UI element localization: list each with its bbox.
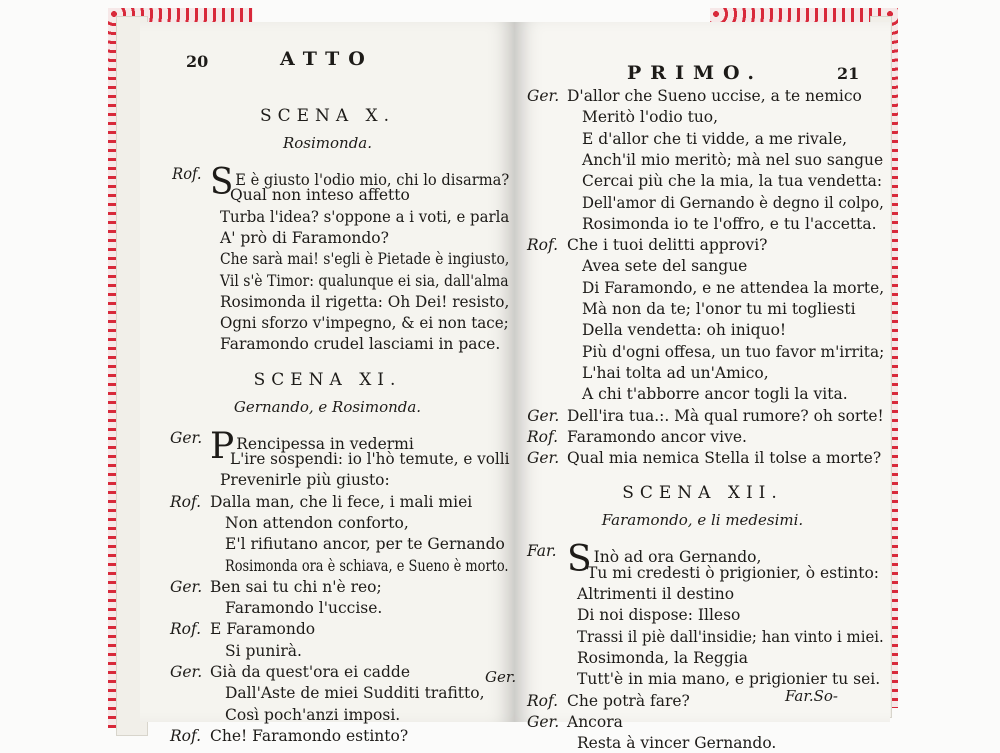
drop-cap: S [567, 539, 592, 581]
speaker-label: Ger. [170, 577, 203, 596]
line-text: Ogni sforzo v'impegno, & ei non tace; [220, 314, 509, 333]
verse-line [225, 683, 485, 703]
speaker-label: Ger. [527, 449, 560, 468]
verse-line [220, 271, 509, 291]
line-text: Dell'ira tua.:. Mà qual rumore? oh sorte! [567, 406, 884, 425]
line-text: Dalla man, che li fece, i mali miei [210, 492, 473, 511]
line-text: E d'allor che ti vidde, a me rivale, [582, 129, 848, 148]
line-text: Di Faramondo, e ne attendea la morte, [582, 278, 885, 297]
verse-line [577, 648, 748, 668]
right-page [515, 22, 890, 753]
line-text: Avea sete del sangue [582, 257, 748, 276]
line-text: Che potrà fare? [567, 691, 690, 710]
verse-line [577, 584, 734, 604]
scene-heading: SCENA XII. [622, 483, 783, 504]
catchword: Far.So- [785, 687, 838, 705]
verse-line [170, 619, 316, 639]
verse-line [170, 492, 473, 512]
verse-line [225, 705, 400, 725]
scene-heading: SCENA XI. [253, 369, 402, 390]
running-head: PRIMO. [627, 62, 764, 84]
verse-line [582, 384, 848, 404]
speaker-label: Ger. [170, 663, 203, 681]
dramatis-personae: Gernando, e Rosimonda. [233, 397, 422, 416]
line-text: Inò ad ora Gernando, [593, 548, 762, 567]
verse-line [527, 712, 623, 732]
verse-line [582, 256, 747, 276]
speaker-label: Far. [527, 542, 557, 561]
verse-line [577, 733, 776, 753]
line-text: Che i tuoi delitti approvi? [567, 236, 768, 255]
verse-line [577, 669, 880, 689]
line-text: Qual mia nemica Stella il tolse a morte? [567, 449, 882, 468]
dramatis-personae: Rosimonda. [282, 134, 373, 152]
verse-line [582, 107, 718, 127]
verse-line [527, 235, 768, 255]
line-text: Rosimonda ora è schiava, e Sueno è morto. [225, 556, 509, 575]
line-text: Faramondo l'uccise. [225, 599, 383, 618]
scene-heading: SCENA X. [259, 106, 396, 126]
speaker-label: Rof. [527, 691, 559, 710]
line-text: Meritò l'odio tuo, [582, 108, 719, 127]
line-text: Prevenirle più giusto: [220, 471, 390, 490]
speaker-label: Ger. [527, 87, 560, 105]
page-number: 20 [186, 52, 209, 71]
verse-line [582, 342, 884, 362]
verse-line [230, 449, 509, 469]
verse-line [582, 363, 769, 383]
verse-line [225, 556, 509, 576]
line-text: Della vendetta: oh iniquo! [582, 321, 787, 340]
line-text: A' prò di Faramondo? [220, 228, 389, 247]
speaker-label: Ger. [527, 712, 560, 731]
verse-line [230, 185, 410, 205]
verse-line [577, 605, 740, 625]
speaker-label: Rof. [527, 236, 559, 255]
speaker-label: Rof. [172, 165, 202, 183]
line-text: Altrimenti il destino [577, 585, 735, 603]
line-text: Trassi il piè dall'insidie; han vinto i miei. [577, 627, 884, 646]
line-text: E'l rifiutano ancor, per te Gernando [225, 535, 505, 554]
verse-line [527, 691, 690, 711]
line-text: L'hai tolta ad un'Amico, [582, 363, 769, 382]
line-text: L'ire sospendi: io l'hò temute, e volli [230, 450, 510, 468]
line-text: Anch'il mio meritò; mà nel suo sangue [582, 150, 884, 169]
speaker-label: Ger. [527, 406, 560, 425]
verse-line [220, 313, 509, 333]
line-text: Ben sai tu chi n'è reo; [210, 577, 382, 596]
line-text: Rosimonda, la Reggia [577, 648, 748, 667]
line-text: Tutt'è in mia mano, e prigionier tu sei. [577, 670, 881, 689]
verse-line [527, 427, 747, 447]
line-text: Mà non da te; l'onor tu mi togliesti [582, 300, 856, 318]
verse-line [220, 470, 390, 490]
line-text: Faramondo crudel lasciami in pace. [220, 335, 501, 354]
line-text: Rosimonda il rigetta: Oh Dei! resisto, [220, 292, 510, 311]
verse-line [582, 193, 884, 213]
page-number: 21 [837, 64, 860, 83]
line-text: Resta à vincer Gernando. [577, 734, 777, 753]
speaker-label: Rof. [527, 427, 559, 446]
line-text: Che sarà mai! s'egli è Pietade è ingiusto, [220, 250, 510, 269]
line-text: Non attendon conforto, [225, 513, 409, 532]
line-text: Così poch'anzi imposi. [225, 705, 401, 724]
verse-line [582, 299, 856, 319]
line-text: Ancora [567, 712, 623, 731]
verse-line [170, 577, 382, 597]
verse-line [220, 207, 509, 227]
verse-line [577, 627, 884, 647]
verse-line [582, 171, 882, 191]
speaker-label: Rof. [170, 620, 202, 639]
verse-line [170, 662, 411, 682]
dramatis-personae: Faramondo, e li medesimi. [601, 511, 804, 530]
speaker-label: Rof. [170, 492, 202, 511]
verse-line [225, 534, 505, 554]
line-text: Che! Faramondo estinto? [210, 726, 409, 745]
catchword: Ger. [485, 668, 517, 686]
line-text: Cercai più che la mia, la tua vendetta: [582, 172, 883, 191]
line-text: E Faramondo [210, 620, 316, 639]
verse-line [225, 598, 382, 618]
line-text: Più d'ogni offesa, un tuo favor m'irrita; [582, 342, 885, 361]
line-text: E è giusto l'odio mio, chi lo disarma? [235, 171, 510, 189]
verse-line [170, 726, 409, 746]
line-text: Dall'Aste de miei Sudditi trafitto, [225, 684, 485, 703]
verse-line [582, 320, 786, 340]
drop-cap: P [210, 425, 235, 467]
line-text: D'allor che Sueno uccise, a te nemico [567, 87, 862, 105]
verse-line [220, 292, 509, 312]
verse-line [225, 641, 302, 661]
left-page [140, 22, 517, 745]
speaker-label: Ger. [170, 428, 203, 447]
verse-line [582, 150, 883, 170]
running-head: ATTO [280, 48, 374, 70]
verse-line [582, 129, 847, 149]
verse-line [527, 448, 882, 468]
line-text: Rosimonda io te l'offro, e tu l'accetta. [582, 214, 877, 233]
verse-line [220, 249, 509, 269]
verse-line [527, 86, 862, 106]
verse-line [587, 563, 879, 583]
verse-line [582, 214, 877, 234]
line-text: Vil s'è Timor: qualunque ei sia, dall'alma [220, 271, 509, 290]
drop-cap: S [210, 162, 234, 203]
verse-line [225, 513, 409, 533]
line-text: Tu mi credesti ò prigionier, ò estinto: [587, 563, 880, 582]
line-text: Dell'amor di Gernando è degno il colpo, [582, 193, 884, 212]
line-text: Si punirà. [225, 641, 302, 660]
line-text: Di noi dispose: Illeso [577, 606, 741, 625]
verse-line [220, 334, 500, 354]
line-text: Turba l'idea? s'oppone a i voti, e parla [220, 207, 510, 226]
line-text: Rencipessa in vedermi [236, 434, 414, 453]
verse-line [527, 406, 884, 426]
line-text: Già da quest'ora ei cadde [210, 663, 411, 681]
speaker-label: Rof. [170, 726, 202, 745]
line-text: Qual non inteso affetto [230, 186, 410, 205]
line-text: A chi t'abborre ancor togli la vita. [582, 385, 848, 404]
line-text: Faramondo ancor vive. [567, 427, 747, 446]
verse-line [220, 228, 389, 248]
verse-line [582, 278, 884, 298]
